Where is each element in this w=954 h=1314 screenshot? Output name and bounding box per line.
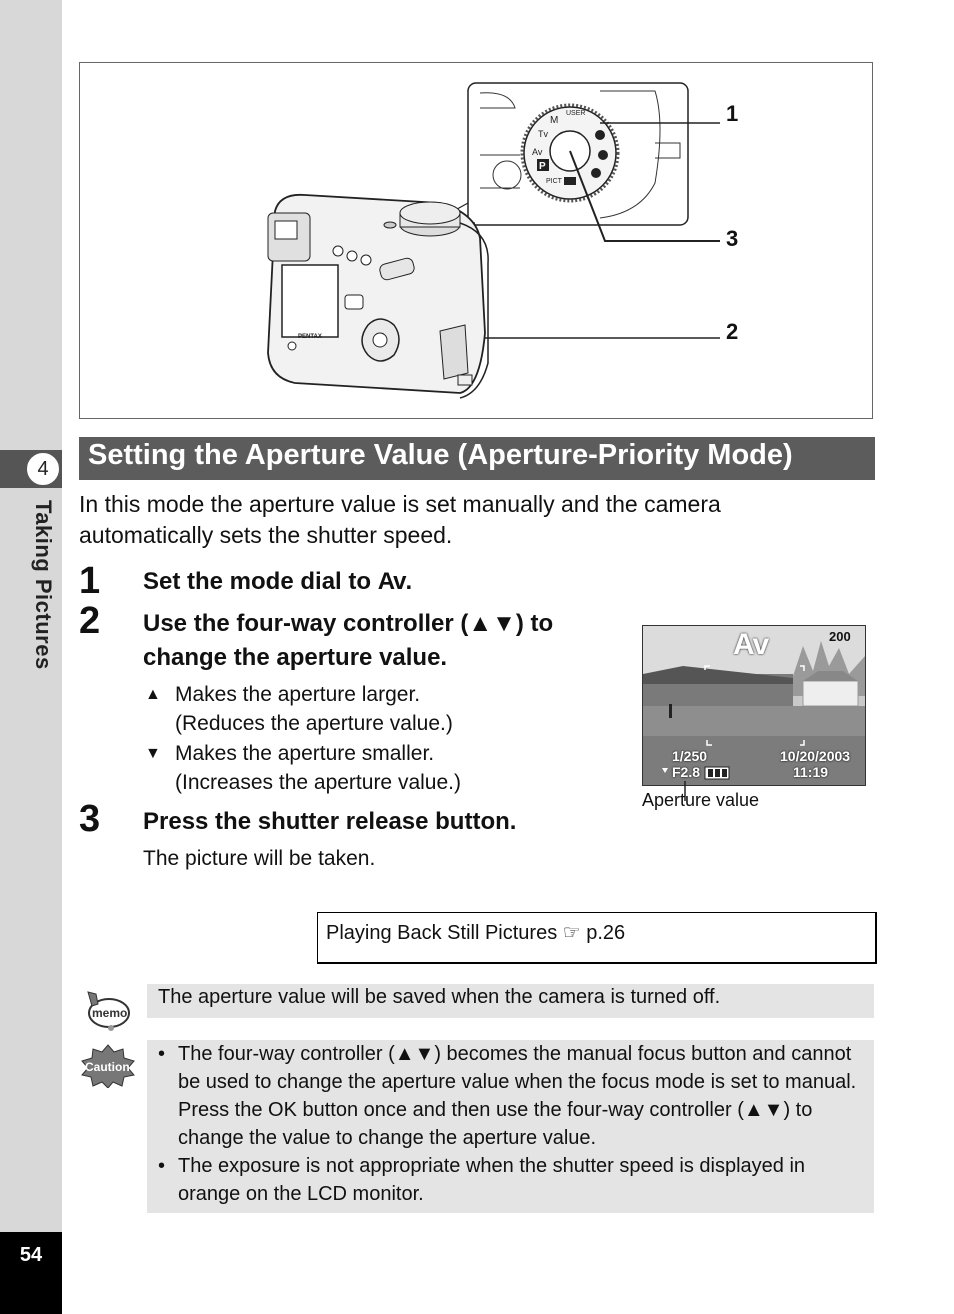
lcd-shots-remaining: 200 [829,629,851,644]
memo-text: The aperture value will be saved when the camera is turned off. [158,986,721,1008]
up-triangle-icon: ▲ [145,686,161,703]
step-2-line-1: Use the four-way controller (▲▼) to [143,610,554,637]
lcd-shutter-speed: 1/250 [672,748,708,764]
lcd-aperture: F2.8 [672,764,701,780]
svg-text:USER: USER [566,110,586,117]
step-1-text-before: Set the mode dial to [143,568,378,595]
svg-text:Av: Av [532,147,543,157]
memo-icon [80,990,132,1032]
lcd-screen-image [642,625,866,786]
lcd-date: 10/20/2003 [780,748,851,764]
down-item-line-1: Makes the aperture smaller. [175,742,435,765]
camera-figure [79,62,873,419]
svg-text:Tv: Tv [538,129,548,139]
svg-text:P: P [539,161,546,172]
caution-icon-label: Caution [85,1060,130,1074]
callout-2: 2 [726,319,739,344]
step-3-text: Press the shutter release button. [143,808,517,835]
lcd-time: 11:19 [793,764,829,780]
intro-paragraph: In this mode the aperture value is set manually and the camera automatically sets the shutter speed. [79,491,721,548]
caution-item: • The four-way controller (▲▼) becomes the manual focus button and cannot be used to change the aperture value when the focus mode is set to manual. Press the OK button once and then use the four-way controller (▲▼) to change the value to change the aperture value. [158,1040,868,1152]
chapter-title: Taking Pictures [31,500,56,670]
page-number: 54 [19,1244,43,1266]
down-triangle-icon: ▼ [145,745,161,762]
step-2-number: 2 [79,600,101,642]
caution-item: • The exposure is not appropriate when the shutter speed is displayed in orange on the LCD monitor. [158,1152,868,1208]
caution-icon [80,1044,136,1088]
up-item-line-2: (Reduces the aperture value.) [175,712,453,735]
down-item-line-2: (Increases the aperture value.) [175,771,461,794]
callout-3: 3 [726,226,739,251]
reference-link[interactable]: Playing Back Still Pictures ☞ p.26 [326,922,626,944]
step-3-number: 3 [79,798,101,840]
av-mode-symbol: Av [377,568,406,595]
camera-illustration [80,63,874,420]
section-heading: Setting the Aperture Value (Aperture-Priority Mode) [88,439,793,471]
lcd-mode-av: Av [733,628,769,661]
chapter-number: 4 [26,452,60,486]
svg-text:M: M [550,115,559,126]
step-1-number: 1 [79,560,101,602]
svg-text:PICT: PICT [546,178,562,185]
aperture-value-caption: Aperture value [642,790,760,810]
step-1-text [143,565,412,599]
memo-icon-label: memo [92,1006,128,1020]
step-1-text-after: . [405,568,413,595]
caution-list [158,1040,868,1208]
brand-label: PENTAX [298,334,322,340]
up-item-line-1: Makes the aperture larger. [175,683,421,706]
callout-1: 1 [726,101,739,126]
step-3-note: The picture will be taken. [143,847,376,870]
step-2-line-2: change the aperture value. [143,644,448,671]
